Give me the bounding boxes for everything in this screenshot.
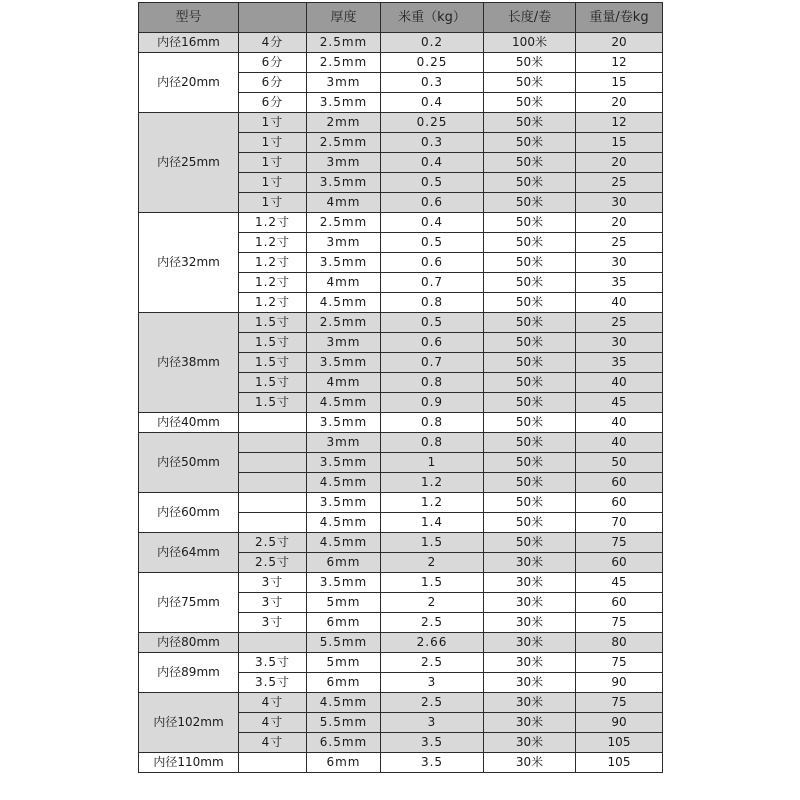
model-cell: 内径40mm xyxy=(139,413,239,433)
weight-per-roll-cell: 75 xyxy=(576,693,663,713)
weight-per-roll-cell: 25 xyxy=(576,313,663,333)
weight-per-meter-cell: 3 xyxy=(381,713,484,733)
weight-per-meter-cell: 2 xyxy=(381,553,484,573)
length-per-roll-cell: 30米 xyxy=(484,613,576,633)
weight-per-roll-cell: 20 xyxy=(576,153,663,173)
model-cell: 内径60mm xyxy=(139,493,239,533)
weight-per-meter-cell: 3.5 xyxy=(381,753,484,773)
size-cell: 3.5寸 xyxy=(239,653,307,673)
weight-per-meter-cell: 0.8 xyxy=(381,413,484,433)
size-cell: 4分 xyxy=(239,33,307,53)
size-cell: 1寸 xyxy=(239,173,307,193)
table-row xyxy=(139,213,663,233)
model-cell: 内径75mm xyxy=(139,573,239,633)
length-per-roll-cell: 30米 xyxy=(484,573,576,593)
weight-per-meter-cell: 0.4 xyxy=(381,213,484,233)
weight-per-meter-cell: 1.5 xyxy=(381,533,484,553)
thickness-cell: 5.5mm xyxy=(307,713,381,733)
thickness-cell: 4.5mm xyxy=(307,393,381,413)
weight-per-roll-cell: 105 xyxy=(576,753,663,773)
length-per-roll-cell: 50米 xyxy=(484,493,576,513)
weight-per-meter-cell: 0.8 xyxy=(381,373,484,393)
thickness-cell: 2.5mm xyxy=(307,133,381,153)
length-per-roll-cell: 50米 xyxy=(484,153,576,173)
size-cell xyxy=(239,413,307,433)
weight-per-meter-cell: 0.25 xyxy=(381,113,484,133)
thickness-cell: 3.5mm xyxy=(307,353,381,373)
thickness-cell: 2mm xyxy=(307,113,381,133)
length-per-roll-cell: 50米 xyxy=(484,53,576,73)
length-per-roll-cell: 50米 xyxy=(484,313,576,333)
weight-per-roll-cell: 20 xyxy=(576,93,663,113)
weight-per-roll-cell: 60 xyxy=(576,553,663,573)
weight-per-roll-cell: 45 xyxy=(576,393,663,413)
size-cell xyxy=(239,753,307,773)
thickness-cell: 4.5mm xyxy=(307,293,381,313)
size-cell: 1.5寸 xyxy=(239,393,307,413)
size-cell xyxy=(239,493,307,513)
length-per-roll-cell: 50米 xyxy=(484,173,576,193)
size-cell: 4寸 xyxy=(239,733,307,753)
length-per-roll-cell: 50米 xyxy=(484,93,576,113)
table-row xyxy=(139,113,663,133)
size-cell: 1.2寸 xyxy=(239,293,307,313)
size-cell: 4寸 xyxy=(239,693,307,713)
weight-per-roll-cell: 90 xyxy=(576,673,663,693)
thickness-cell: 3mm xyxy=(307,333,381,353)
weight-per-roll-cell: 35 xyxy=(576,353,663,373)
size-cell xyxy=(239,633,307,653)
table-row xyxy=(139,633,663,653)
weight-per-meter-cell: 0.4 xyxy=(381,153,484,173)
length-per-roll-cell: 100米 xyxy=(484,33,576,53)
length-per-roll-cell: 50米 xyxy=(484,533,576,553)
header-size xyxy=(239,3,307,33)
weight-per-meter-cell: 1.4 xyxy=(381,513,484,533)
weight-per-meter-cell: 1.2 xyxy=(381,473,484,493)
weight-per-meter-cell: 0.8 xyxy=(381,293,484,313)
weight-per-meter-cell: 2 xyxy=(381,593,484,613)
length-per-roll-cell: 50米 xyxy=(484,233,576,253)
weight-per-roll-cell: 12 xyxy=(576,113,663,133)
weight-per-roll-cell: 60 xyxy=(576,493,663,513)
thickness-cell: 2.5mm xyxy=(307,213,381,233)
header-row xyxy=(139,3,663,33)
length-per-roll-cell: 50米 xyxy=(484,293,576,313)
weight-per-roll-cell: 15 xyxy=(576,133,663,153)
model-cell: 内径50mm xyxy=(139,433,239,493)
weight-per-meter-cell: 0.6 xyxy=(381,333,484,353)
size-cell: 1寸 xyxy=(239,153,307,173)
weight-per-roll-cell: 12 xyxy=(576,53,663,73)
header-length-per-roll: 长度/卷 xyxy=(484,3,576,33)
weight-per-roll-cell: 50 xyxy=(576,453,663,473)
weight-per-meter-cell: 0.6 xyxy=(381,253,484,273)
thickness-cell: 6mm xyxy=(307,613,381,633)
length-per-roll-cell: 50米 xyxy=(484,473,576,493)
size-cell: 1.5寸 xyxy=(239,353,307,373)
table-row xyxy=(139,433,663,453)
model-cell: 内径102mm xyxy=(139,693,239,753)
table-row xyxy=(139,33,663,53)
size-cell: 6分 xyxy=(239,73,307,93)
weight-per-roll-cell: 80 xyxy=(576,633,663,653)
size-cell: 1寸 xyxy=(239,133,307,153)
length-per-roll-cell: 50米 xyxy=(484,393,576,413)
weight-per-roll-cell: 30 xyxy=(576,193,663,213)
size-cell xyxy=(239,473,307,493)
header-weight-per-roll: 重量/卷kg xyxy=(576,3,663,33)
thickness-cell: 4mm xyxy=(307,193,381,213)
table-row xyxy=(139,753,663,773)
thickness-cell: 4.5mm xyxy=(307,533,381,553)
model-cell: 内径25mm xyxy=(139,113,239,213)
weight-per-meter-cell: 1.5 xyxy=(381,573,484,593)
size-cell: 1.5寸 xyxy=(239,373,307,393)
size-cell: 1寸 xyxy=(239,193,307,213)
model-cell: 内径80mm xyxy=(139,633,239,653)
model-cell: 内径64mm xyxy=(139,533,239,573)
size-cell xyxy=(239,433,307,453)
weight-per-meter-cell: 2.5 xyxy=(381,613,484,633)
weight-per-meter-cell: 0.2 xyxy=(381,33,484,53)
thickness-cell: 3.5mm xyxy=(307,453,381,473)
length-per-roll-cell: 30米 xyxy=(484,633,576,653)
weight-per-meter-cell: 2.66 xyxy=(381,633,484,653)
weight-per-meter-cell: 0.3 xyxy=(381,73,484,93)
size-cell: 6分 xyxy=(239,93,307,113)
size-cell: 2.5寸 xyxy=(239,533,307,553)
thickness-cell: 2.5mm xyxy=(307,313,381,333)
table-row xyxy=(139,573,663,593)
length-per-roll-cell: 50米 xyxy=(484,433,576,453)
weight-per-roll-cell: 40 xyxy=(576,413,663,433)
thickness-cell: 3.5mm xyxy=(307,413,381,433)
thickness-cell: 2.5mm xyxy=(307,33,381,53)
size-cell: 3寸 xyxy=(239,593,307,613)
header-model: 型号 xyxy=(139,3,239,33)
weight-per-roll-cell: 45 xyxy=(576,573,663,593)
thickness-cell: 3mm xyxy=(307,233,381,253)
table-row xyxy=(139,53,663,73)
weight-per-roll-cell: 30 xyxy=(576,253,663,273)
size-cell: 1寸 xyxy=(239,113,307,133)
size-cell: 6分 xyxy=(239,53,307,73)
length-per-roll-cell: 50米 xyxy=(484,73,576,93)
weight-per-meter-cell: 0.5 xyxy=(381,313,484,333)
weight-per-roll-cell: 75 xyxy=(576,533,663,553)
length-per-roll-cell: 50米 xyxy=(484,373,576,393)
table-row xyxy=(139,693,663,713)
length-per-roll-cell: 50米 xyxy=(484,513,576,533)
table-row xyxy=(139,653,663,673)
thickness-cell: 4.5mm xyxy=(307,473,381,493)
table-body xyxy=(139,33,663,773)
length-per-roll-cell: 50米 xyxy=(484,213,576,233)
table-row xyxy=(139,313,663,333)
thickness-cell: 5mm xyxy=(307,653,381,673)
length-per-roll-cell: 50米 xyxy=(484,413,576,433)
weight-per-roll-cell: 40 xyxy=(576,293,663,313)
length-per-roll-cell: 50米 xyxy=(484,193,576,213)
length-per-roll-cell: 50米 xyxy=(484,453,576,473)
table-row xyxy=(139,533,663,553)
model-cell: 内径16mm xyxy=(139,33,239,53)
weight-per-roll-cell: 20 xyxy=(576,213,663,233)
model-cell: 内径20mm xyxy=(139,53,239,113)
weight-per-roll-cell: 25 xyxy=(576,233,663,253)
weight-per-meter-cell: 0.6 xyxy=(381,193,484,213)
weight-per-meter-cell: 0.7 xyxy=(381,273,484,293)
length-per-roll-cell: 30米 xyxy=(484,713,576,733)
length-per-roll-cell: 30米 xyxy=(484,553,576,573)
length-per-roll-cell: 50米 xyxy=(484,133,576,153)
weight-per-roll-cell: 15 xyxy=(576,73,663,93)
size-cell xyxy=(239,453,307,473)
weight-per-roll-cell: 105 xyxy=(576,733,663,753)
weight-per-meter-cell: 0.9 xyxy=(381,393,484,413)
thickness-cell: 5.5mm xyxy=(307,633,381,653)
weight-per-roll-cell: 30 xyxy=(576,333,663,353)
thickness-cell: 3.5mm xyxy=(307,573,381,593)
weight-per-roll-cell: 60 xyxy=(576,473,663,493)
thickness-cell: 4mm xyxy=(307,273,381,293)
thickness-cell: 3mm xyxy=(307,433,381,453)
weight-per-roll-cell: 40 xyxy=(576,373,663,393)
weight-per-meter-cell: 0.5 xyxy=(381,233,484,253)
size-cell: 2.5寸 xyxy=(239,553,307,573)
weight-per-meter-cell: 0.25 xyxy=(381,53,484,73)
size-cell: 1.2寸 xyxy=(239,233,307,253)
size-cell: 3.5寸 xyxy=(239,673,307,693)
thickness-cell: 3.5mm xyxy=(307,493,381,513)
model-cell: 内径110mm xyxy=(139,753,239,773)
table-row xyxy=(139,413,663,433)
length-per-roll-cell: 30米 xyxy=(484,653,576,673)
length-per-roll-cell: 30米 xyxy=(484,753,576,773)
weight-per-roll-cell: 75 xyxy=(576,613,663,633)
weight-per-roll-cell: 20 xyxy=(576,33,663,53)
weight-per-meter-cell: 1 xyxy=(381,453,484,473)
weight-per-meter-cell: 0.4 xyxy=(381,93,484,113)
weight-per-meter-cell: 2.5 xyxy=(381,693,484,713)
length-per-roll-cell: 50米 xyxy=(484,273,576,293)
weight-per-meter-cell: 3 xyxy=(381,673,484,693)
size-cell: 3寸 xyxy=(239,613,307,633)
weight-per-roll-cell: 35 xyxy=(576,273,663,293)
thickness-cell: 5mm xyxy=(307,593,381,613)
header-weight-per-meter: 米重（kg） xyxy=(381,3,484,33)
spec-table xyxy=(138,2,663,773)
table-row xyxy=(139,493,663,513)
weight-per-roll-cell: 75 xyxy=(576,653,663,673)
length-per-roll-cell: 50米 xyxy=(484,113,576,133)
size-cell: 1.2寸 xyxy=(239,253,307,273)
weight-per-roll-cell: 25 xyxy=(576,173,663,193)
length-per-roll-cell: 30米 xyxy=(484,673,576,693)
size-cell: 1.2寸 xyxy=(239,273,307,293)
size-cell: 1.5寸 xyxy=(239,333,307,353)
thickness-cell: 6mm xyxy=(307,753,381,773)
thickness-cell: 3.5mm xyxy=(307,253,381,273)
thickness-cell: 2.5mm xyxy=(307,53,381,73)
model-cell: 内径89mm xyxy=(139,653,239,693)
header-thickness: 厚度 xyxy=(307,3,381,33)
length-per-roll-cell: 50米 xyxy=(484,333,576,353)
thickness-cell: 3.5mm xyxy=(307,93,381,113)
weight-per-roll-cell: 60 xyxy=(576,593,663,613)
size-cell: 1.5寸 xyxy=(239,313,307,333)
weight-per-meter-cell: 1.2 xyxy=(381,493,484,513)
size-cell: 4寸 xyxy=(239,713,307,733)
weight-per-meter-cell: 3.5 xyxy=(381,733,484,753)
weight-per-meter-cell: 0.5 xyxy=(381,173,484,193)
model-cell: 内径32mm xyxy=(139,213,239,313)
model-cell: 内径38mm xyxy=(139,313,239,413)
weight-per-meter-cell: 0.3 xyxy=(381,133,484,153)
weight-per-roll-cell: 90 xyxy=(576,713,663,733)
length-per-roll-cell: 30米 xyxy=(484,733,576,753)
size-cell xyxy=(239,513,307,533)
length-per-roll-cell: 30米 xyxy=(484,693,576,713)
length-per-roll-cell: 50米 xyxy=(484,253,576,273)
thickness-cell: 4mm xyxy=(307,373,381,393)
size-cell: 3寸 xyxy=(239,573,307,593)
weight-per-roll-cell: 40 xyxy=(576,433,663,453)
thickness-cell: 6.5mm xyxy=(307,733,381,753)
thickness-cell: 3mm xyxy=(307,73,381,93)
length-per-roll-cell: 50米 xyxy=(484,353,576,373)
weight-per-roll-cell: 70 xyxy=(576,513,663,533)
thickness-cell: 4.5mm xyxy=(307,513,381,533)
thickness-cell: 3.5mm xyxy=(307,173,381,193)
thickness-cell: 6mm xyxy=(307,553,381,573)
size-cell: 1.2寸 xyxy=(239,213,307,233)
length-per-roll-cell: 30米 xyxy=(484,593,576,613)
thickness-cell: 6mm xyxy=(307,673,381,693)
thickness-cell: 4.5mm xyxy=(307,693,381,713)
weight-per-meter-cell: 0.7 xyxy=(381,353,484,373)
weight-per-meter-cell: 2.5 xyxy=(381,653,484,673)
thickness-cell: 3mm xyxy=(307,153,381,173)
weight-per-meter-cell: 0.8 xyxy=(381,433,484,453)
